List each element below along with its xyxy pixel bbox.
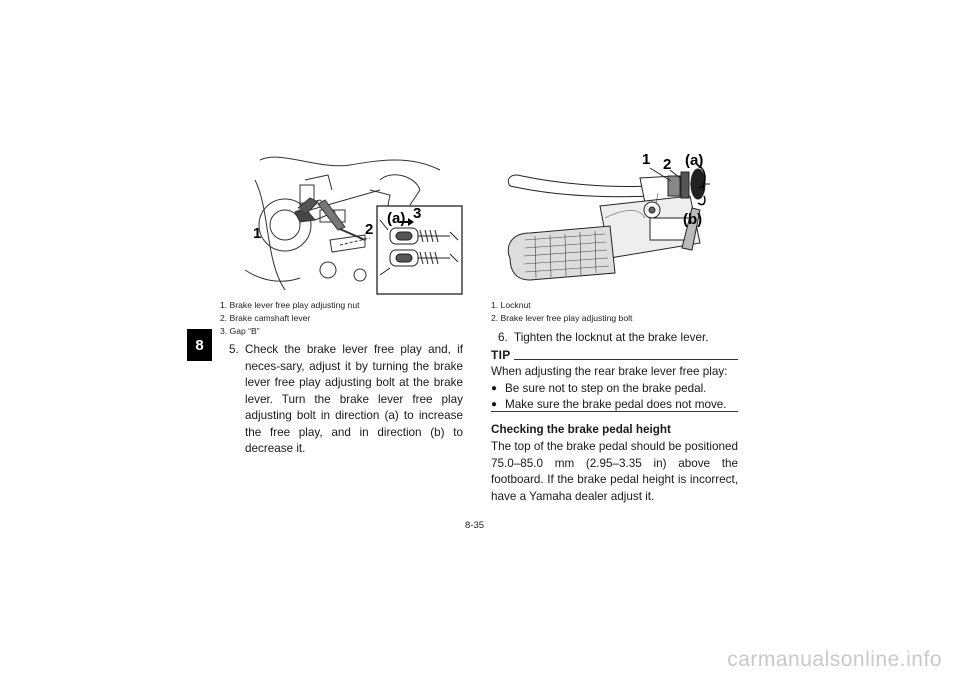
- chapter-tab: 8: [187, 329, 212, 361]
- callout-left-3: 3: [413, 205, 422, 222]
- bullet-dot-icon: ●: [491, 382, 498, 394]
- callout-left-1: 1: [253, 225, 262, 242]
- callout-right-a: (a): [685, 152, 704, 169]
- figure-brake-lever: [500, 148, 730, 296]
- section-body: The top of the brake pedal should be positioned 75.0–85.0 mm (2.95–3.35 in) above the footboard. If the brake pedal height is incorrect, have a Yamaha dealer adjust it.: [491, 440, 738, 503]
- tip-rule: [514, 359, 738, 360]
- step-number: 6.: [498, 331, 508, 344]
- page-number: 8-35: [465, 520, 485, 531]
- callout-right-2: 2: [663, 156, 672, 173]
- tip-heading: [491, 349, 738, 361]
- callout-right-b: (b): [683, 211, 703, 228]
- tip-end-rule: [491, 411, 738, 412]
- tip-body: [491, 364, 738, 414]
- brake-lever-illustration: [500, 148, 730, 296]
- tip-bullet: [491, 381, 738, 398]
- tip-bullet-text: Be sure not to step on the brake pedal.: [505, 381, 707, 395]
- caption-item: 2. Brake camshaft lever: [220, 313, 311, 323]
- step-5: [229, 342, 463, 458]
- figure-brake-camshaft: [240, 150, 475, 300]
- tip-bullet-text: Make sure the brake pedal does not move.: [505, 398, 727, 411]
- step-text: Tighten the locknut at the brake lever.: [514, 331, 709, 344]
- step-text: Check the brake lever free play and, if neces-sary, adjust it by turning the brake lever free play adjusting bolt at the brake lever. Turn the brake lever free play adjusting bolt in direction (a) to increase the free play, and in direction (b) to decrease it.: [245, 343, 463, 455]
- section-heading: Checking the brake pedal height: [491, 423, 671, 436]
- step-6: [498, 330, 738, 347]
- callout-right-1: 1: [642, 151, 651, 168]
- watermark: carmanualsonline.info: [727, 648, 942, 671]
- tip-intro: When adjusting the rear brake lever free play:: [491, 365, 728, 378]
- caption-item: 1. Locknut: [491, 300, 531, 310]
- caption-item: 1. Brake lever free play adjusting nut: [220, 300, 360, 310]
- figure-left-captions: [220, 299, 360, 338]
- callout-left-2: 2: [365, 221, 374, 238]
- callout-left-a: (a): [387, 210, 406, 227]
- caption-item: 2. Brake lever free play adjusting bolt: [491, 313, 633, 323]
- figure-right-captions: [491, 299, 632, 325]
- caption-item: 3. Gap “B”: [220, 326, 260, 336]
- step-number: 5.: [229, 343, 239, 356]
- brake-camshaft-illustration: [240, 150, 475, 300]
- tip-title: TIP: [491, 348, 511, 362]
- bullet-dot-icon: ●: [491, 399, 498, 410]
